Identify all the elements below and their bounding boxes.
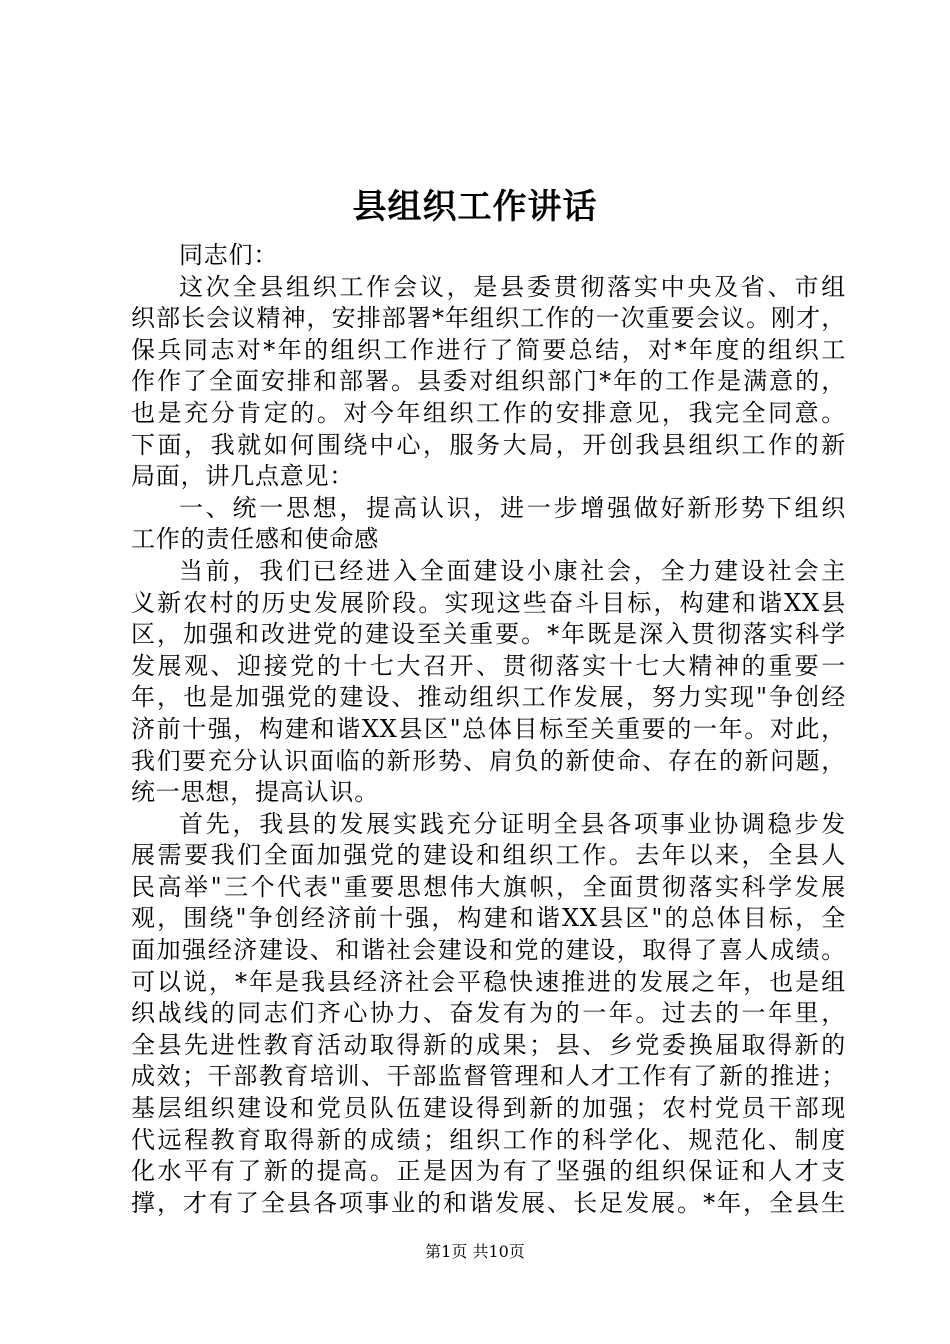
paragraph-line: 可以说，*年是我县经济社会平稳快速推进的发展之年，也是组 (131, 967, 846, 996)
paragraph-line: 义新农村的历史发展阶段。实现这些奋斗目标，构建和谐XX县 (131, 588, 846, 617)
paragraph-line: 首先，我县的发展实践充分证明全县各项事业协调稳步发 (179, 809, 846, 838)
paragraph-line: 代远程教育取得新的成绩；组织工作的科学化、规范化、制度 (131, 1125, 846, 1154)
document-body (131, 240, 846, 1219)
paragraph-line: 保兵同志对*年的组织工作进行了简要总结，对*年度的组织工 (131, 335, 846, 364)
paragraph-line: 全县先进性教育活动取得新的成果；县、乡党委换届取得新的 (131, 1030, 846, 1059)
paragraph-line: 展需要我们全面加强党的建设和组织工作。去年以来，全县人 (131, 841, 846, 870)
paragraph-line: 也是充分肯定的。对今年组织工作的安排意见，我完全同意。 (131, 398, 846, 427)
paragraph-line: 下面，我就如何围绕中心，服务大局，开创我县组织工作的新 (131, 430, 846, 459)
page-number: 第1页 共10页 (425, 1242, 525, 1261)
paragraph-line: 这次全县组织工作会议，是县委贯彻落实中央及省、市组 (179, 272, 846, 301)
paragraph-line: 观，围绕"争创经济前十强，构建和谐XX县区"的总体目标，全 (131, 904, 846, 933)
paragraph-line: 发展观、迎接党的十七大召开、贯彻落实十七大精神的重要一 (131, 651, 846, 680)
paragraph-line: 民高举"三个代表"重要思想伟大旗帜，全面贯彻落实科学发展 (131, 872, 846, 901)
paragraph-line: 年，也是加强党的建设、推动组织工作发展，努力实现"争创经 (131, 683, 846, 712)
paragraph-line: 撑，才有了全县各项事业的和谐发展、长足发展。*年，全县生 (131, 1188, 846, 1217)
paragraph-line: 区，加强和改进党的建设至关重要。*年既是深入贯彻落实科学 (131, 620, 846, 649)
section-heading-line: 一、统一思想，提高认识，进一步增强做好新形势下组织 (179, 493, 846, 522)
paragraph-line: 成效；干部教育培训、干部监督管理和人才工作有了新的推进； (131, 1062, 846, 1091)
paragraph-line: 当前，我们已经进入全面建设小康社会，全力建设社会主 (179, 556, 846, 585)
paragraph-line: 局面，讲几点意见： (131, 462, 355, 491)
paragraph-line: 织战线的同志们齐心协力、奋发有为的一年。过去的一年里， (131, 999, 846, 1028)
paragraph-line: 作作了全面安排和部署。县委对组织部门*年的工作是满意的， (131, 367, 846, 396)
paragraph-line: 统一思想，提高认识。 (131, 778, 379, 807)
page-title: 县组织工作讲话 (352, 187, 598, 227)
paragraph-line: 我们要充分认识面临的新形势、肩负的新使命、存在的新问题， (131, 746, 846, 775)
paragraph-line: 济前十强，构建和谐XX县区"总体目标至关重要的一年。对此， (131, 714, 846, 743)
paragraph-line: 织部长会议精神，安排部署*年组织工作的一次重要会议。刚才， (131, 304, 846, 333)
salutation: 同志们： (179, 241, 279, 269)
section-heading-line: 工作的责任感和使命感 (131, 525, 379, 554)
paragraph-line: 化水平有了新的提高。正是因为有了坚强的组织保证和人才支 (131, 1157, 846, 1186)
paragraph-line: 基层组织建设和党员队伍建设得到新的加强；农村党员干部现 (131, 1094, 846, 1123)
paragraph-line: 面加强经济建设、和谐社会建设和党的建设，取得了喜人成绩。 (131, 936, 846, 965)
